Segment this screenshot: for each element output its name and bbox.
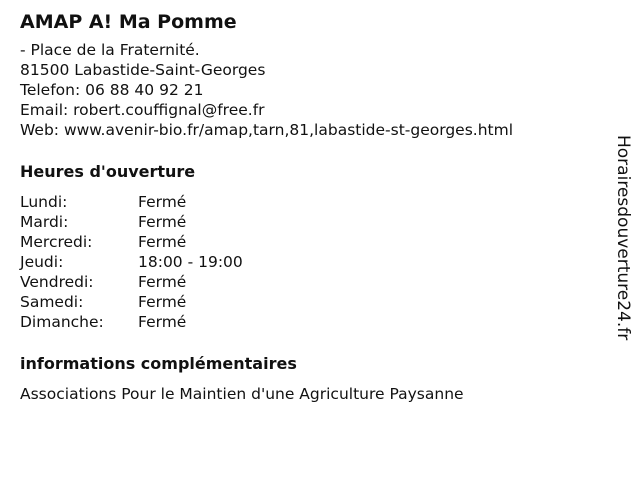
day-hours: Fermé — [138, 313, 187, 331]
additional-info-text: Associations Pour le Maintien d'une Agriculture Paysanne — [20, 385, 464, 403]
day-hours: Fermé — [138, 273, 187, 291]
business-name: AMAP A! Ma Pomme — [20, 11, 237, 33]
address-street: - Place de la Fraternité. — [20, 41, 200, 59]
hours-row-wednesday — [20, 232, 243, 252]
hours-row-thursday — [20, 252, 243, 272]
additional-info-heading: informations complémentaires — [20, 354, 297, 373]
day-label: Vendredi: — [20, 273, 94, 291]
hours-row-tuesday — [20, 212, 243, 232]
day-label: Mardi: — [20, 213, 69, 231]
website-url: Web: www.avenir-bio.fr/amap,tarn,81,labastide-st-georges.html — [20, 121, 514, 139]
opening-hours-table — [20, 192, 243, 332]
hours-row-friday — [20, 272, 243, 292]
day-label: Dimanche: — [20, 313, 104, 331]
day-label: Jeudi: — [20, 253, 64, 271]
day-hours: 18:00 - 19:00 — [138, 253, 243, 271]
side-brand-watermark — [611, 135, 635, 375]
phone-number: Telefon: 06 88 40 92 21 — [20, 81, 204, 99]
day-hours: Fermé — [138, 213, 187, 231]
opening-hours-heading: Heures d'ouverture — [20, 162, 196, 181]
brand-text: Horairesdouverture24.fr — [613, 135, 633, 341]
day-label: Samedi: — [20, 293, 84, 311]
hours-row-sunday — [20, 312, 243, 332]
hours-row-monday — [20, 192, 243, 212]
contact-block — [20, 40, 600, 140]
day-hours: Fermé — [138, 233, 187, 251]
day-hours: Fermé — [138, 193, 187, 211]
business-card — [20, 10, 600, 404]
hours-row-saturday — [20, 292, 243, 312]
day-hours: Fermé — [138, 293, 187, 311]
day-label: Lundi: — [20, 193, 68, 211]
address-city: 81500 Labastide-Saint-Georges — [20, 61, 266, 79]
day-label: Mercredi: — [20, 233, 93, 251]
email-address: Email: robert.couffignal@free.fr — [20, 101, 265, 119]
